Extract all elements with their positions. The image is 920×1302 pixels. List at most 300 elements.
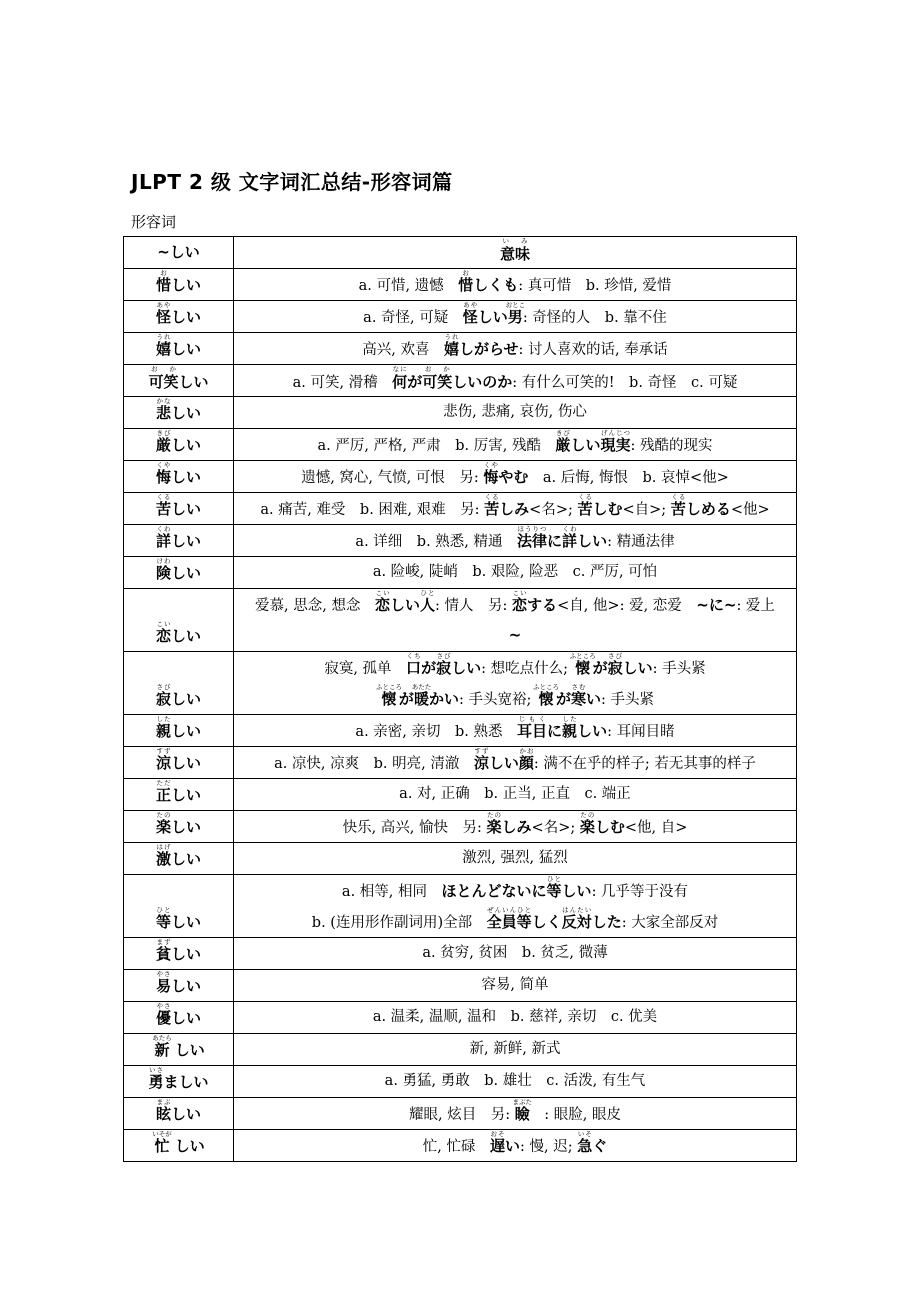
adjective-word bbox=[128, 779, 229, 810]
table-row bbox=[124, 1130, 797, 1162]
table-row bbox=[124, 715, 797, 747]
ruby-term: 現実げんじつ bbox=[600, 429, 631, 454]
meaning-line bbox=[238, 652, 792, 683]
adjective-cell bbox=[124, 557, 234, 589]
meaning-cell bbox=[234, 1130, 797, 1162]
japanese-term: ほとんどないに bbox=[441, 882, 547, 900]
table-body bbox=[124, 237, 797, 1162]
ruby-term: 怪あや bbox=[462, 301, 478, 326]
table-row bbox=[124, 333, 797, 365]
meaning-text: a. 可惜, 遗憾 bbox=[358, 278, 459, 294]
table-row bbox=[124, 493, 797, 525]
adjective-cell bbox=[124, 970, 234, 1002]
ruby-term: 等ひと bbox=[546, 875, 562, 900]
ruby-term: 詳くわ bbox=[155, 525, 171, 550]
meaning-text: 忙, 忙碌 bbox=[422, 1139, 490, 1155]
furigana-reading: いそ bbox=[577, 1130, 593, 1138]
table-row bbox=[124, 1098, 797, 1130]
japanese-term: しい bbox=[171, 564, 202, 582]
adjective-cell bbox=[124, 652, 234, 715]
meaning-line bbox=[238, 589, 792, 620]
japanese-term: しむ bbox=[592, 500, 623, 518]
furigana-reading: すず bbox=[473, 747, 489, 755]
adjective-word bbox=[128, 938, 229, 969]
japanese-term: が bbox=[398, 690, 414, 708]
table-row bbox=[124, 525, 797, 557]
adjective-cell bbox=[124, 747, 234, 779]
meaning-text: a. 贫穷, 贫困 b. 贫乏, 微薄 bbox=[422, 945, 608, 961]
table-row bbox=[124, 1002, 797, 1034]
furigana-reading: たの bbox=[155, 811, 171, 819]
meaning-cell bbox=[234, 589, 797, 652]
japanese-term: に bbox=[547, 722, 563, 740]
furigana-reading: ぜんいん bbox=[486, 906, 517, 914]
ruby-term: 厳きび bbox=[155, 429, 171, 454]
furigana-reading: した bbox=[562, 715, 578, 723]
meaning-text: : 想吃点什么; bbox=[481, 661, 573, 677]
adjective-word bbox=[128, 1002, 229, 1033]
japanese-term: しい bbox=[561, 882, 592, 900]
adjective-word bbox=[128, 557, 229, 588]
furigana-reading: いさ bbox=[148, 1066, 164, 1074]
japanese-term: しい bbox=[171, 276, 202, 294]
meaning-cell bbox=[234, 715, 797, 747]
meaning-text: 寂寞, 孤单 bbox=[324, 661, 407, 677]
furigana-reading: あたら bbox=[152, 1034, 172, 1042]
adjective-word bbox=[128, 397, 229, 428]
furigana-reading: いそが bbox=[152, 1130, 172, 1138]
adjective-cell bbox=[124, 365, 234, 397]
ruby-term: 瞼まぶた bbox=[512, 1098, 532, 1123]
meaning-cell bbox=[234, 938, 797, 970]
adjective-word bbox=[128, 269, 229, 300]
meaning-line bbox=[238, 397, 792, 428]
table-row bbox=[124, 747, 797, 779]
japanese-term: い bbox=[504, 1137, 520, 1155]
meaning-line bbox=[238, 1098, 792, 1129]
meaning-text: 悲伤, 悲痛, 哀伤, 伤心 bbox=[443, 404, 587, 420]
adjective-cell bbox=[124, 333, 234, 365]
furigana-reading: まぶ bbox=[155, 1098, 171, 1106]
adjective-word bbox=[128, 429, 229, 460]
meaning-cell bbox=[234, 875, 797, 938]
meaning-cell bbox=[234, 652, 797, 715]
japanese-term: しくも bbox=[473, 276, 519, 294]
ruby-term: 激はげ bbox=[155, 843, 171, 868]
meaning-text: 爱慕, 思念, 想念 bbox=[255, 598, 375, 614]
furigana-reading: あや bbox=[155, 301, 171, 309]
table-row bbox=[124, 1034, 797, 1066]
ruby-term: 暖あたた bbox=[411, 683, 432, 708]
japanese-term: しいのか bbox=[452, 373, 513, 391]
ruby-term: 貧まず bbox=[155, 938, 171, 963]
japanese-term: が bbox=[421, 659, 437, 677]
meaning-cell bbox=[234, 557, 797, 589]
furigana-reading: した bbox=[155, 715, 171, 723]
furigana-reading: かな bbox=[155, 397, 171, 405]
meaning-line bbox=[238, 620, 792, 651]
meaning-text: 新, 新鲜, 新式 bbox=[469, 1041, 561, 1057]
meaning-cell bbox=[234, 970, 797, 1002]
furigana-reading: こい bbox=[374, 589, 390, 597]
meaning-line bbox=[238, 1066, 792, 1097]
meaning-cell bbox=[234, 365, 797, 397]
meaning-cell bbox=[234, 461, 797, 493]
furigana-reading: あや bbox=[462, 301, 478, 309]
japanese-term: しい bbox=[570, 436, 601, 454]
japanese-term: する bbox=[527, 596, 558, 614]
furigana-reading: きび bbox=[155, 429, 171, 437]
japanese-term: しい bbox=[171, 945, 202, 963]
adjective-word bbox=[128, 525, 229, 556]
ruby-term: 眩まぶ bbox=[155, 1098, 171, 1123]
adjective-table bbox=[123, 236, 797, 1162]
adjective-word bbox=[128, 1034, 229, 1065]
ruby-term: 楽たの bbox=[486, 811, 502, 836]
table-row bbox=[124, 365, 797, 397]
japanese-term: しい bbox=[171, 532, 202, 550]
meaning-line bbox=[238, 747, 792, 778]
japanese-term: に bbox=[547, 532, 563, 550]
japanese-term: しみ bbox=[501, 818, 532, 836]
furigana-reading: なに bbox=[392, 365, 408, 373]
furigana-reading: い み bbox=[499, 237, 530, 245]
meaning-text: <他> bbox=[730, 502, 770, 518]
japanese-term: しい bbox=[171, 308, 202, 326]
adjective-word bbox=[128, 1098, 229, 1129]
adjective-word bbox=[128, 683, 229, 714]
meaning-text: : 残酷的现实 bbox=[630, 438, 713, 454]
ruby-term: 全員ぜんいん bbox=[486, 906, 517, 931]
adjective-cell bbox=[124, 429, 234, 461]
meaning-line bbox=[238, 1002, 792, 1033]
meaning-text: a. 对, 正确 b. 正当, 正直 c. 端正 bbox=[399, 786, 631, 802]
table-row bbox=[124, 811, 797, 843]
furigana-reading: ふところ bbox=[569, 652, 596, 660]
japanese-term: ~ bbox=[508, 626, 522, 644]
adjective-word bbox=[128, 1066, 229, 1097]
table-row bbox=[124, 875, 797, 938]
table-row bbox=[124, 1066, 797, 1098]
table-row bbox=[124, 779, 797, 811]
furigana-reading: はんたい bbox=[561, 906, 592, 914]
meaning-text: a. 勇猛, 勇敢 b. 雄壮 c. 活泼, 有生气 bbox=[384, 1073, 646, 1089]
meaning-text: : 爱上 bbox=[736, 598, 775, 614]
furigana-reading: さび bbox=[155, 683, 171, 691]
furigana-reading: さび bbox=[436, 652, 452, 660]
table-row bbox=[124, 557, 797, 589]
adjective-word bbox=[128, 365, 229, 396]
ruby-term: 涼すず bbox=[155, 747, 171, 772]
ruby-term: 正ただ bbox=[155, 779, 171, 804]
ruby-term: 寂さび bbox=[155, 683, 171, 708]
meaning-line bbox=[238, 1034, 792, 1065]
meaning-text: a. 痛苦, 难受 b. 困难, 艰难 另: bbox=[260, 502, 485, 518]
furigana-reading: お か bbox=[148, 365, 179, 373]
table-row bbox=[124, 938, 797, 970]
furigana-reading: たの bbox=[579, 811, 595, 819]
adjective-word bbox=[128, 906, 229, 937]
ruby-term: 厳きび bbox=[555, 429, 571, 454]
meaning-line bbox=[238, 875, 792, 906]
meaning-text: : 情人 另: bbox=[435, 598, 513, 614]
furigana-reading: やさ bbox=[155, 1002, 171, 1010]
japanese-term: しい bbox=[169, 1137, 205, 1155]
meaning-line bbox=[238, 843, 792, 874]
japanese-term: が bbox=[555, 690, 571, 708]
furigana-reading: ふところ bbox=[532, 683, 559, 691]
meaning-text: : 有什么可笑的! b. 奇怪 c. 可疑 bbox=[512, 375, 738, 391]
header-word-cell bbox=[124, 237, 234, 269]
header-word-label: ~しい bbox=[157, 243, 200, 261]
adjective-word bbox=[128, 1130, 229, 1161]
meaning-line bbox=[238, 938, 792, 969]
adjective-cell bbox=[124, 397, 234, 429]
ruby-term: 優やさ bbox=[155, 1002, 171, 1027]
furigana-reading: けわ bbox=[155, 557, 171, 565]
ruby-term: 懐ふところ bbox=[375, 683, 402, 708]
japanese-term: しい bbox=[477, 308, 508, 326]
ruby-term: 恋こい bbox=[512, 589, 528, 614]
meaning-text: 快乐, 高兴, 愉快 另: bbox=[342, 820, 487, 836]
furigana-reading: あたた bbox=[411, 683, 432, 691]
ruby-term: 可笑お か bbox=[148, 365, 179, 391]
meaning-cell bbox=[234, 1002, 797, 1034]
furigana-reading: くわ bbox=[562, 525, 578, 533]
meaning-text: a. 详细 b. 熟悉, 精通 bbox=[355, 534, 518, 550]
ruby-term: 懐ふところ bbox=[532, 683, 559, 708]
furigana-reading: かお bbox=[518, 747, 534, 755]
meaning-text: 容易, 简单 bbox=[481, 977, 549, 993]
adjective-cell bbox=[124, 843, 234, 875]
meaning-text: a. 险峻, 陡峭 b. 艰险, 险恶 c. 严厉, 可怕 bbox=[372, 564, 658, 580]
japanese-term: ~に~ bbox=[696, 596, 737, 614]
meaning-cell bbox=[234, 301, 797, 333]
meaning-cell bbox=[234, 1034, 797, 1066]
meaning-line bbox=[238, 461, 792, 492]
adjective-cell bbox=[124, 461, 234, 493]
table-row bbox=[124, 301, 797, 333]
meaning-text: a. 相等, 相同 bbox=[341, 884, 442, 900]
table-row bbox=[124, 429, 797, 461]
adjective-cell bbox=[124, 938, 234, 970]
meaning-line bbox=[238, 301, 792, 332]
adjective-word bbox=[128, 747, 229, 778]
meaning-text: a. 温柔, 温顺, 温和 b. 慈祥, 亲切 c. 优美 bbox=[372, 1009, 658, 1025]
furigana-reading: ひと bbox=[155, 906, 171, 914]
furigana-reading: まぶた bbox=[512, 1098, 532, 1106]
adjective-cell bbox=[124, 269, 234, 301]
furigana-reading: こい bbox=[155, 620, 171, 628]
ruby-term: 顔かお bbox=[518, 747, 534, 772]
japanese-term: が bbox=[592, 659, 608, 677]
japanese-term: やむ bbox=[498, 468, 529, 486]
meaning-text: <自, 他>: 爱, 恋爱 bbox=[557, 598, 697, 614]
ruby-term: 寒さむ bbox=[570, 683, 586, 708]
meaning-cell bbox=[234, 843, 797, 875]
furigana-reading: くち bbox=[406, 652, 422, 660]
ruby-term: 勇いさ bbox=[148, 1066, 164, 1091]
furigana-reading: すず bbox=[155, 747, 171, 755]
header-meaning-cell bbox=[234, 237, 797, 269]
ruby-term: 易やさ bbox=[155, 970, 171, 995]
japanese-term: しい bbox=[171, 1009, 202, 1027]
meaning-text: : 耳闻目睹 bbox=[607, 724, 675, 740]
furigana-reading: ひと bbox=[516, 906, 532, 914]
meaning-line bbox=[238, 779, 792, 810]
meaning-cell bbox=[234, 1098, 797, 1130]
meaning-cell bbox=[234, 811, 797, 843]
ruby-term: 親した bbox=[155, 715, 171, 740]
furigana-reading: くる bbox=[670, 493, 686, 501]
adjective-cell bbox=[124, 525, 234, 557]
meaning-line bbox=[238, 525, 792, 556]
ruby-term: 苦くる bbox=[670, 493, 686, 518]
furigana-reading: じもく bbox=[517, 715, 548, 723]
adjective-word bbox=[128, 461, 229, 492]
ruby-term: 親した bbox=[562, 715, 578, 740]
meaning-cell bbox=[234, 747, 797, 779]
ruby-term: 嬉うれ bbox=[155, 333, 171, 358]
meaning-line bbox=[238, 970, 792, 1001]
meaning-cell bbox=[234, 429, 797, 461]
japanese-term: した bbox=[591, 913, 622, 931]
meaning-line bbox=[238, 365, 792, 396]
table-row bbox=[124, 652, 797, 715]
ruby-term: 法律ほうりつ bbox=[517, 525, 548, 550]
ruby-term: 嬉うれ bbox=[443, 333, 459, 358]
japanese-term: しい bbox=[451, 659, 482, 677]
japanese-term: しく bbox=[531, 913, 562, 931]
furigana-reading: さむ bbox=[570, 683, 586, 691]
japanese-term: い bbox=[585, 690, 601, 708]
ruby-term: 悔くや bbox=[483, 461, 499, 486]
meaning-line bbox=[238, 715, 792, 746]
meaning-text: <自>; bbox=[622, 502, 671, 518]
japanese-term: しい bbox=[577, 722, 608, 740]
japanese-term: しみ bbox=[499, 500, 530, 518]
ruby-term: 詳くわ bbox=[562, 525, 578, 550]
furigana-reading: はげ bbox=[155, 843, 171, 851]
furigana-reading: くや bbox=[483, 461, 499, 469]
furigana-reading: きび bbox=[555, 429, 571, 437]
furigana-reading: お か bbox=[422, 365, 453, 373]
japanese-term: ましい bbox=[163, 1073, 209, 1091]
furigana-reading: おとこ bbox=[505, 301, 526, 309]
ruby-term: 涼すず bbox=[473, 747, 489, 772]
ruby-term: 楽たの bbox=[579, 811, 595, 836]
ruby-term: 遅おそ bbox=[489, 1130, 505, 1155]
ruby-term: 急いそ bbox=[577, 1130, 593, 1155]
page-title: JLPT 2 级 文字词汇总结-形容词篇 bbox=[131, 170, 453, 194]
meaning-line bbox=[238, 333, 792, 364]
meaning-cell bbox=[234, 1066, 797, 1098]
meaning-text: a. 后悔, 悔恨 b. 哀悼<他> bbox=[528, 470, 729, 486]
adjective-cell bbox=[124, 301, 234, 333]
meaning-cell bbox=[234, 525, 797, 557]
adjective-word bbox=[128, 493, 229, 524]
ruby-term: 等ひと bbox=[155, 906, 171, 931]
japanese-term: しい bbox=[171, 340, 202, 358]
ruby-term: 可笑お か bbox=[422, 365, 453, 391]
meaning-line bbox=[238, 906, 792, 937]
meaning-line bbox=[238, 269, 792, 300]
table-header-row bbox=[124, 237, 797, 269]
meaning-text: a. 奇怪, 可疑 bbox=[363, 310, 463, 326]
ruby-term: 惜お bbox=[458, 269, 474, 294]
meaning-line bbox=[238, 1130, 792, 1161]
japanese-term: しめる bbox=[685, 500, 731, 518]
meaning-text: 耀眼, 炫目 另: bbox=[409, 1107, 515, 1123]
furigana-reading: うれ bbox=[155, 333, 171, 341]
furigana-reading: くる bbox=[484, 493, 500, 501]
adjective-word bbox=[128, 970, 229, 1001]
meaning-cell bbox=[234, 269, 797, 301]
japanese-term: しい bbox=[488, 754, 519, 772]
japanese-term: しい bbox=[171, 850, 202, 868]
table-row bbox=[124, 589, 797, 652]
meaning-text: : 手头紧 bbox=[652, 661, 706, 677]
furigana-reading: ひと bbox=[420, 589, 436, 597]
meaning-text: : 眼脸, 眼皮 bbox=[529, 1107, 621, 1123]
japanese-term: しい bbox=[577, 532, 608, 550]
ruby-term: 険けわ bbox=[155, 557, 171, 582]
meaning-line bbox=[238, 493, 792, 524]
adjective-word bbox=[128, 333, 229, 364]
ruby-term: 惜お bbox=[155, 269, 171, 294]
meaning-text: : 几乎等于没有 bbox=[591, 884, 689, 900]
ruby-term: 懐ふところ bbox=[569, 652, 596, 677]
japanese-term: しい bbox=[622, 659, 653, 677]
adjective-cell bbox=[124, 811, 234, 843]
japanese-term: が bbox=[407, 373, 423, 391]
meaning-text: : 满不在乎的样子; 若无其事的样子 bbox=[533, 756, 756, 772]
table-row bbox=[124, 970, 797, 1002]
japanese-term: しい bbox=[171, 690, 202, 708]
table-row bbox=[124, 397, 797, 429]
japanese-term: しい bbox=[171, 977, 202, 995]
furigana-reading: ふところ bbox=[375, 683, 402, 691]
meaning-line bbox=[238, 429, 792, 460]
meaning-text: <名>; bbox=[529, 502, 578, 518]
meaning-text: : 精通法律 bbox=[607, 534, 675, 550]
furigana-reading: ただ bbox=[155, 779, 171, 787]
meaning-text: : 慢, 迟; bbox=[520, 1139, 578, 1155]
section-label: 形容词 bbox=[131, 213, 177, 231]
meaning-text: a. 凉快, 凉爽 b. 明亮, 清澈 bbox=[274, 756, 474, 772]
meaning-text: b. (连用形作副词用)全部 bbox=[311, 915, 487, 931]
japanese-term: しい bbox=[171, 913, 202, 931]
furigana-reading: まず bbox=[155, 938, 171, 946]
ruby-term: 口くち bbox=[406, 652, 422, 677]
ruby-term: 恋こい bbox=[155, 620, 171, 645]
ruby-term: 忙いそが bbox=[152, 1130, 172, 1155]
furigana-reading: ほうりつ bbox=[517, 525, 548, 533]
furigana-reading: くわ bbox=[155, 525, 171, 533]
meaning-text: : 奇怪的人 b. 靠不住 bbox=[522, 310, 667, 326]
furigana-reading: げんじつ bbox=[600, 429, 631, 437]
japanese-term: しい bbox=[171, 468, 202, 486]
adjective-cell bbox=[124, 1098, 234, 1130]
ruby-term: 新あたら bbox=[152, 1034, 172, 1059]
furigana-reading: お bbox=[155, 269, 171, 277]
meaning-text: a. 可笑, 滑稽 bbox=[292, 375, 393, 391]
ruby-term: 等ひと bbox=[516, 906, 532, 931]
ruby-term: 苦くる bbox=[577, 493, 593, 518]
japanese-term: しい bbox=[171, 627, 202, 645]
ruby-term: 苦くる bbox=[155, 493, 171, 518]
ruby-term: 悔くや bbox=[155, 461, 171, 486]
